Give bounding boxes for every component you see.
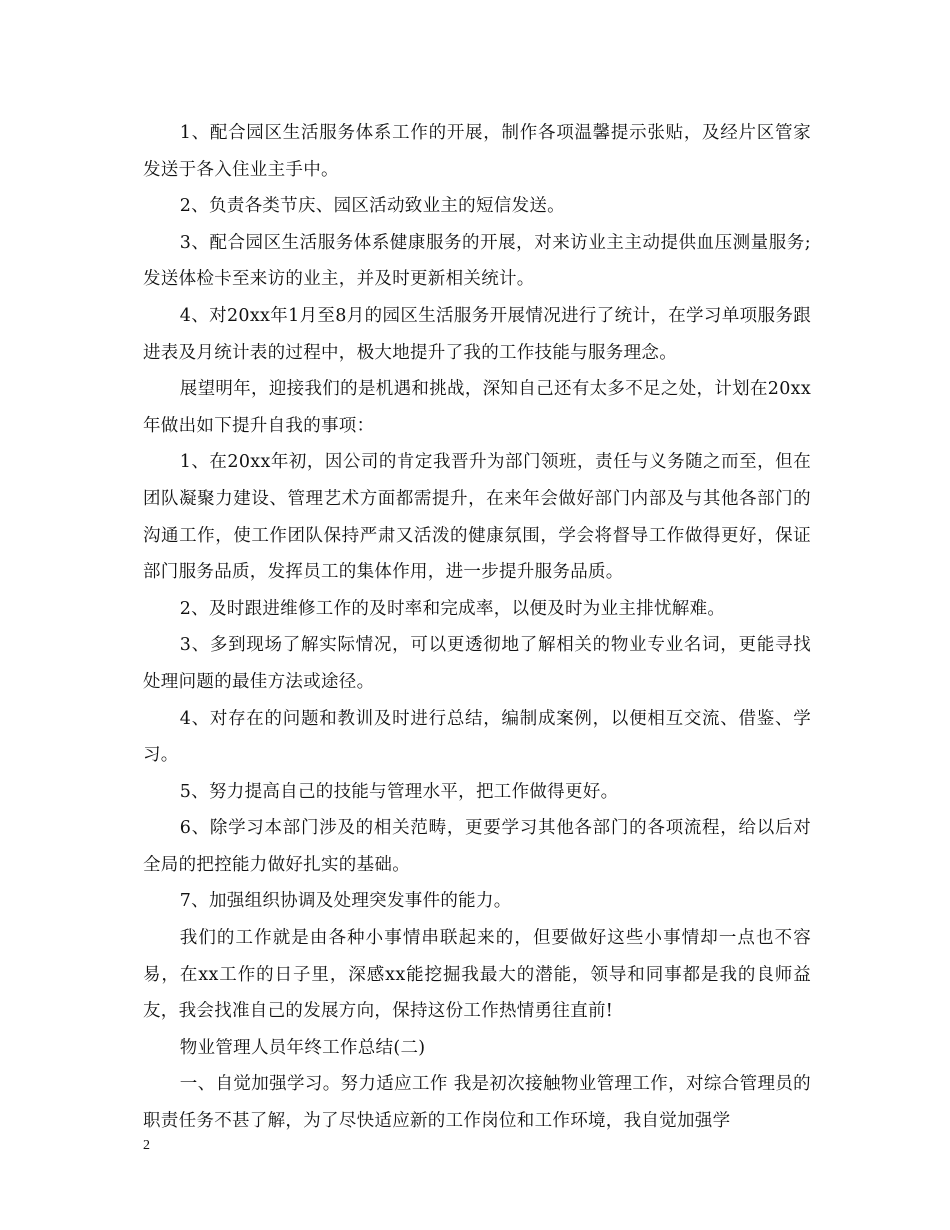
paragraph: 我们的工作就是由各种小事情串联起来的，但要做好这些小事情却一点也不容易，在xx工作的日子里，深感xx能挖掘我最大的潜能，领导和同事都是我的良师益友，我会找准自己的发展方向，保持这份工作热情勇往直前! xyxy=(143,928,811,1022)
paragraph: 2、负责各类节庆、园区活动致业主的短信发送。 xyxy=(179,196,565,217)
paragraph: 3、配合园区生活服务体系健康服务的开展，对来访业主主动提供血压测量服务;发送体检卡至来访的业主，并及时更新相关统计。 xyxy=(143,232,811,290)
paragraph: 7、加强组织协调及处理突发事件的能力。 xyxy=(179,891,512,912)
paragraph: 1、配合园区生活服务体系工作的开展，制作各项温馨提示张贴，及经片区管家发送于各入住业主手中。 xyxy=(143,123,811,180)
paragraph: 展望明年，迎接我们的是机遇和挑战，深知自己还有太多不足之处，计划在20xx年做出如下提升自我的事项： xyxy=(143,379,811,436)
paragraph: 5、努力提高自己的技能与管理水平，把工作做得更好。 xyxy=(179,781,619,802)
page-number: 2 xyxy=(143,1138,150,1153)
paragraph: 一、自觉加强学习。努力适应工作 我是初次接触物业管理工作，对综合管理员的职责任务不甚了解，为了尽快适应新的工作岗位和工作环境，我自觉加强学 xyxy=(143,1074,811,1132)
paragraph: 6、除学习本部门涉及的相关范畴，更要学习其他各部门的各项流程，给以后对全局的把控能力做好扎实的基础。 xyxy=(143,818,811,875)
paragraph: 4、对存在的问题和教训及时进行总结，编制成案例，以便相互交流、借鉴、学习。 xyxy=(143,708,811,766)
paragraph: 1、在20xx年初，因公司的肯定我晋升为部门领班，责任与义务随之而至，但在团队凝聚力建设、管理艺术方面都需提升，在来年会做好部门内部及与其他各部门的沟通工作，使工作团队保持严肃又活泼的健康氛围，学会将督导工作做得更好，保证部门服务品质，发挥员工的集体作用，进一步提升服务品质。 xyxy=(143,452,811,583)
document-body xyxy=(143,115,811,1140)
section-heading: 物业管理人员年终工作总结(二) xyxy=(179,1037,426,1058)
paragraph: 3、多到现场了解实际情况，可以更透彻地了解相关的物业专业名词，更能寻找处理问题的最佳方法或途径。 xyxy=(143,635,811,692)
paragraph: 2、及时跟进维修工作的及时率和完成率，以便及时为业主排忧解难。 xyxy=(179,598,726,619)
paragraph: 4、对20xx年1月至8月的园区生活服务开展情况进行了统计，在学习单项服务跟进表及月统计表的过程中，极大地提升了我的工作技能与服务理念。 xyxy=(143,305,811,363)
